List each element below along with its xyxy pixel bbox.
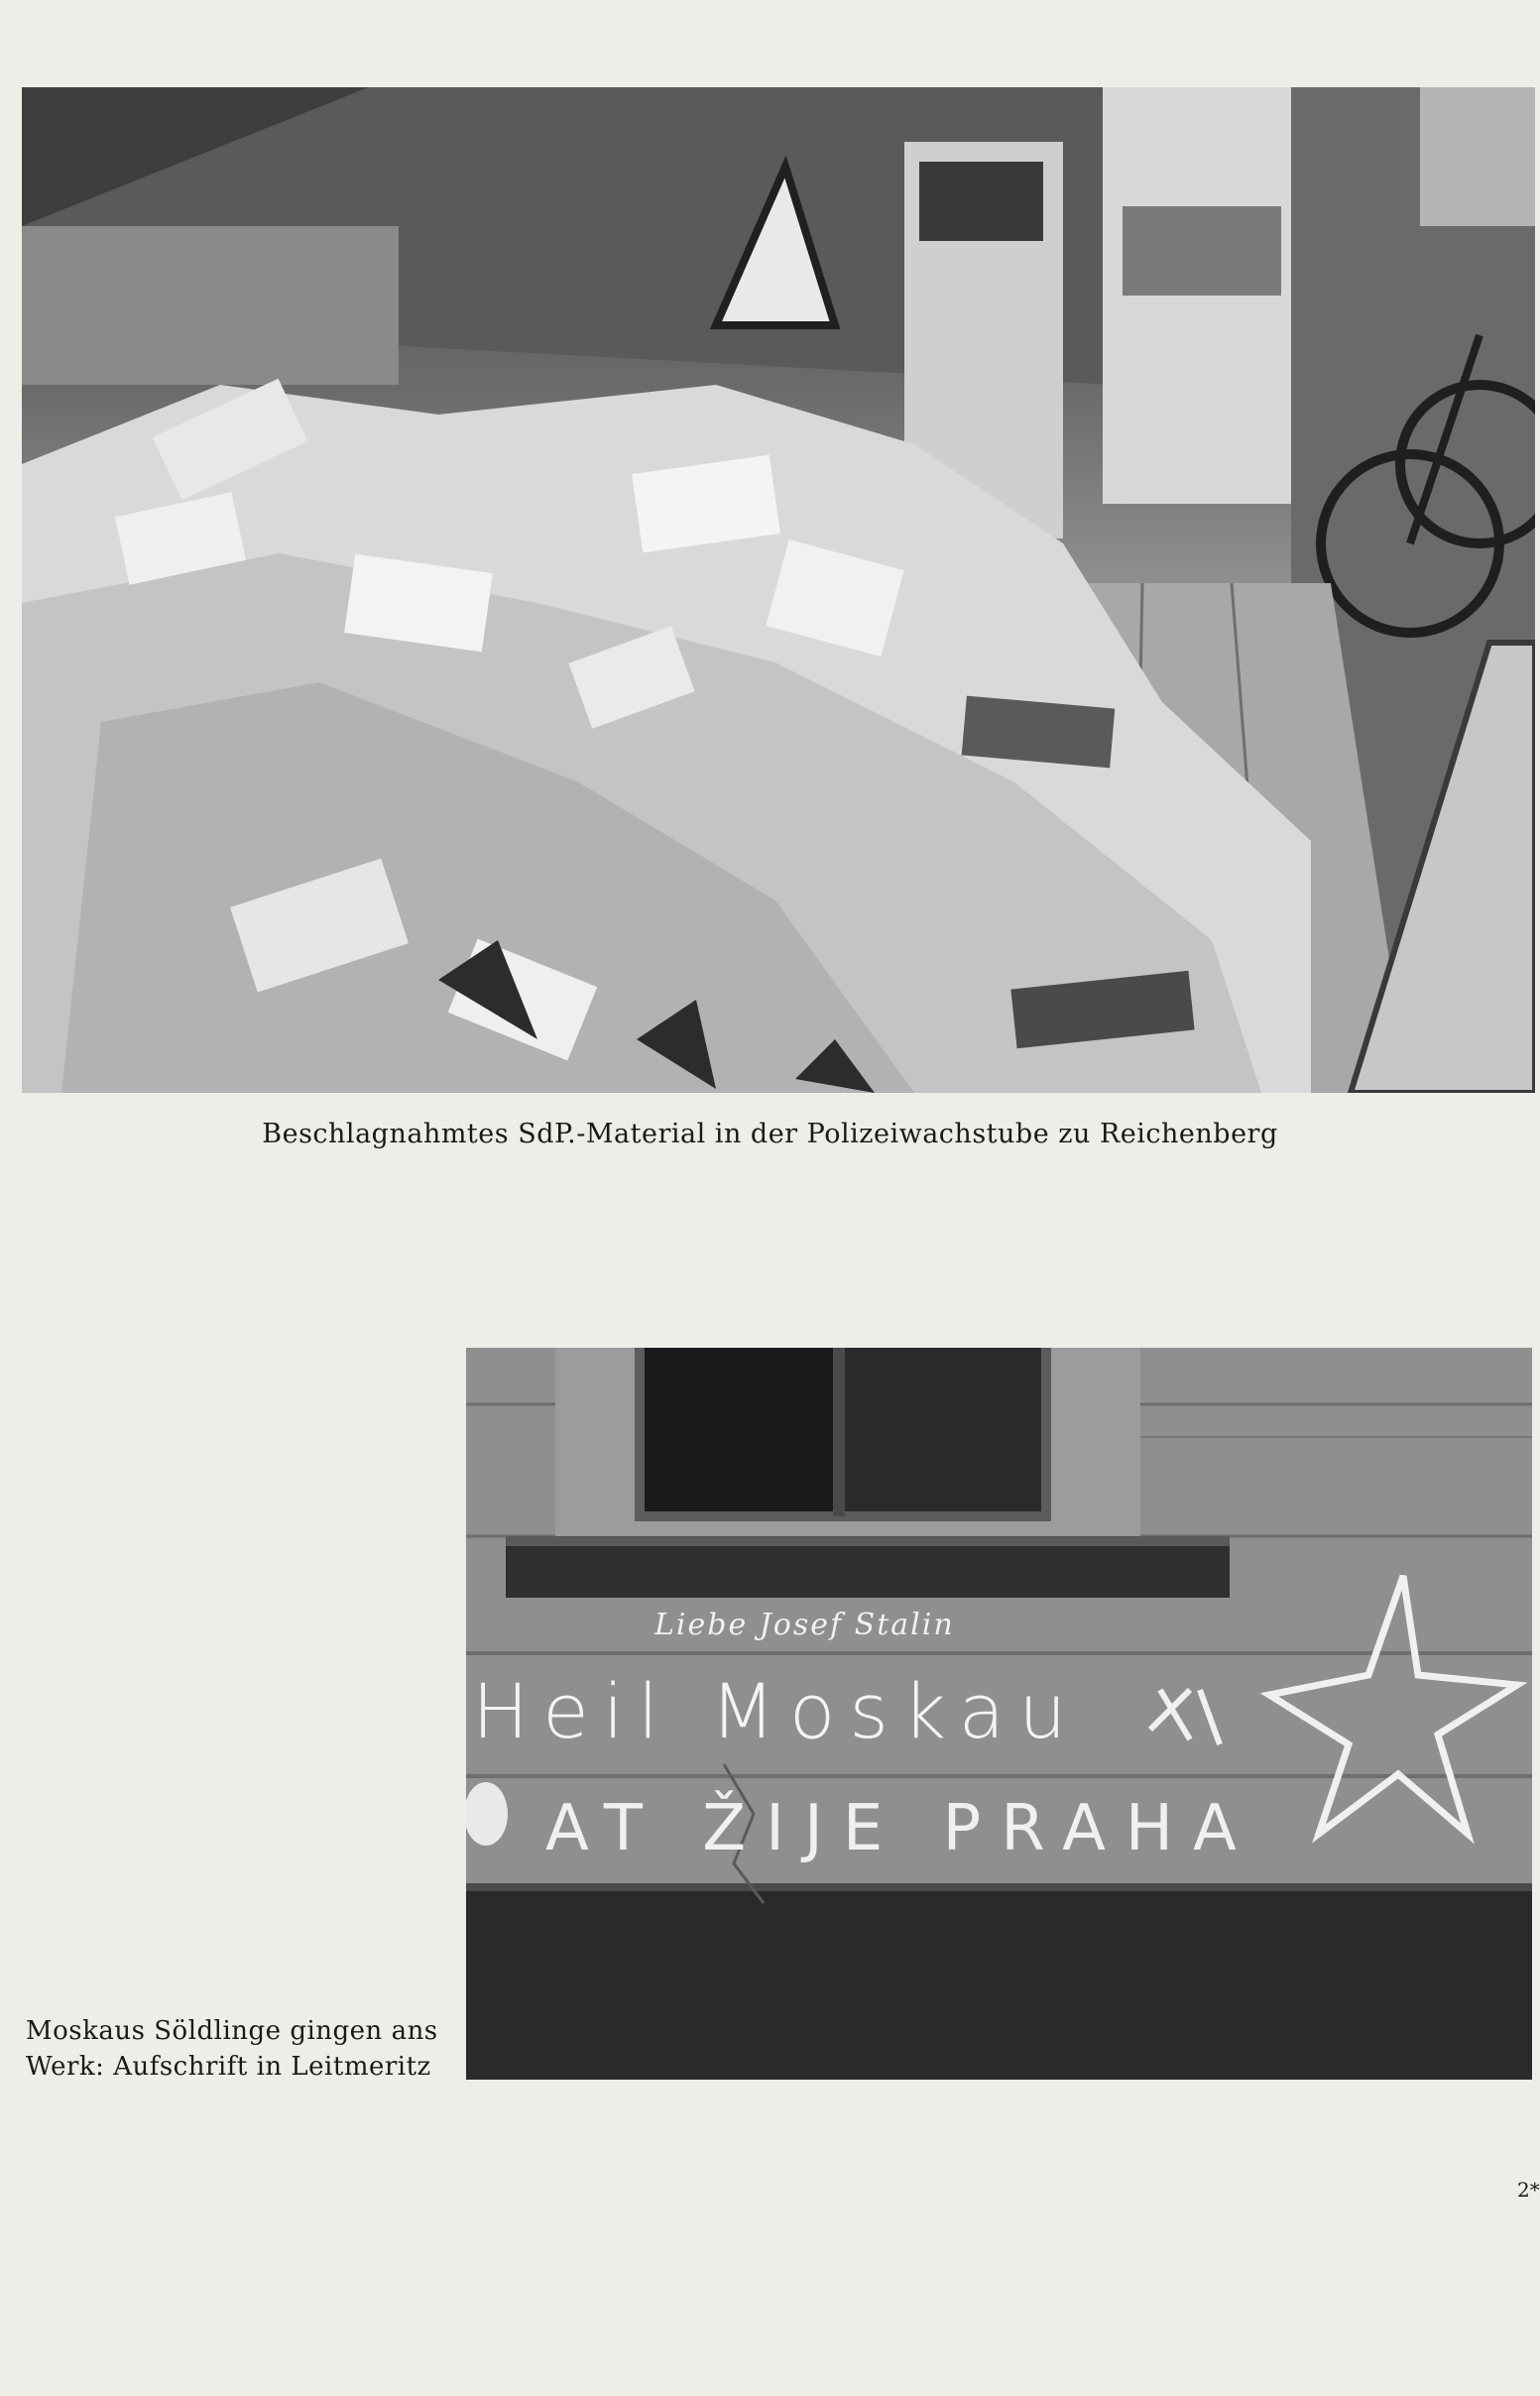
photo-seized-material xyxy=(22,87,1535,1093)
graffiti-line-1: Heil Moskau xyxy=(472,1667,1081,1755)
caption-photo-1: Beschlagnahmtes SdP.-Material in der Polizeiwachstube zu Reichenberg xyxy=(262,1119,1278,1149)
photo-graffiti-wall xyxy=(466,1348,1532,2080)
caption-photo-2-line-1: Moskaus Söldlinge gingen ans xyxy=(26,2016,438,2046)
graffiti-small-line: Liebe Josef Stalin xyxy=(654,1608,955,1642)
caption-photo-2-line-2: Werk: Aufschrift in Leitmeritz xyxy=(26,2052,431,2082)
graffiti-line-2: AT ŽIJE PRAHA xyxy=(545,1792,1256,1865)
caption-photo-2 xyxy=(26,2013,462,2085)
page-number: 2* xyxy=(1517,2178,1540,2202)
photo-seized-material-illustration xyxy=(22,87,1535,1093)
